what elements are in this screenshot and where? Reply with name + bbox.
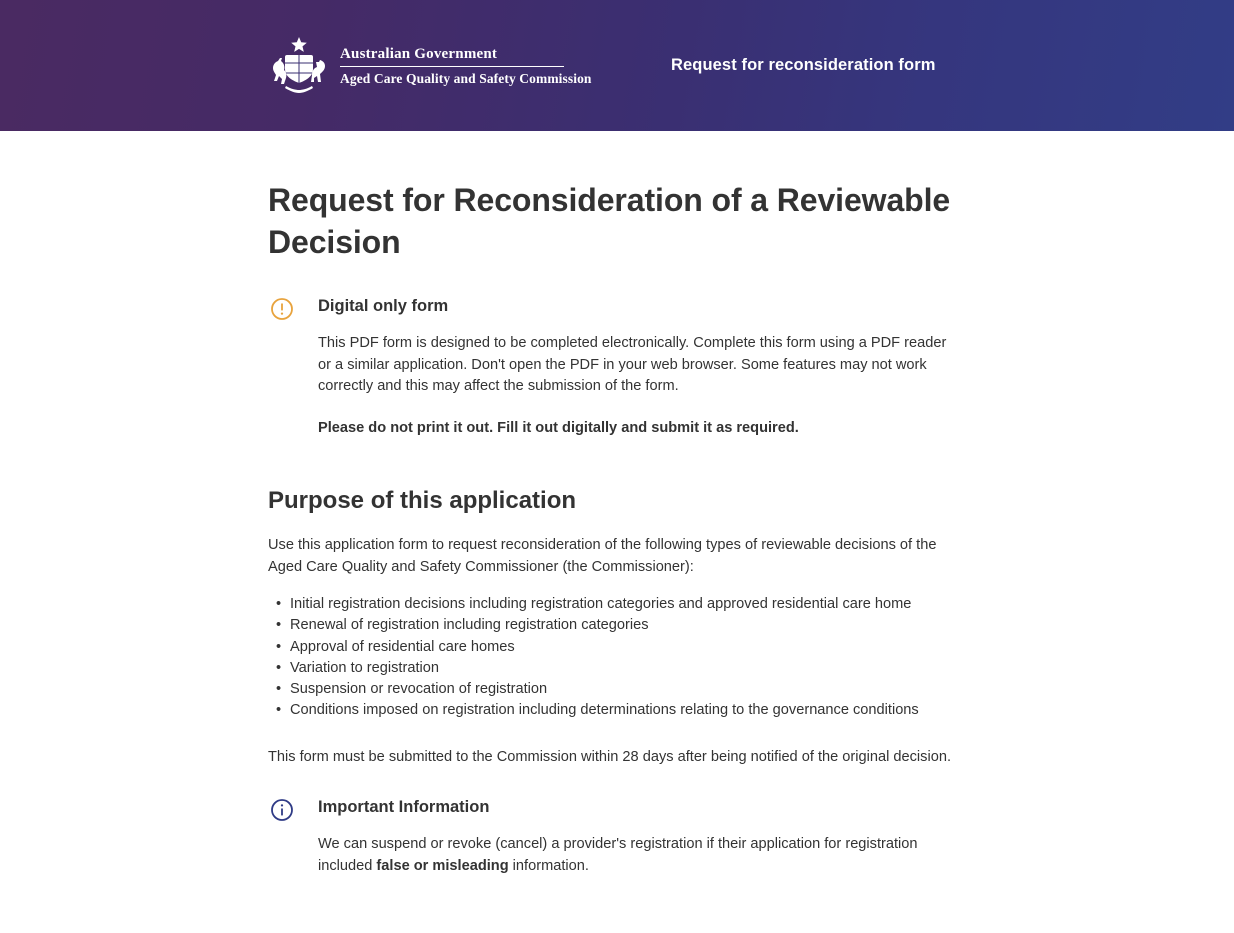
agency-label: Aged Care Quality and Safety Commission xyxy=(340,70,592,86)
submission-deadline-text: This form must be submitted to the Commission within 28 days after being notified of the original decision. xyxy=(268,748,951,765)
important-information-callout xyxy=(268,796,966,877)
form-name-header: Request for reconsideration form xyxy=(671,56,936,74)
purpose-intro: Use this application form to request reconsideration of the following types of reviewable decisions of the Aged Care Quality and Safety Commissioner (the Commissioner): xyxy=(268,537,937,575)
list-item: • Conditions imposed on registration including determinations relating to the governance conditions xyxy=(268,700,966,721)
page-header-banner xyxy=(0,0,1234,131)
important-text-bold: false or misleading xyxy=(376,857,509,874)
page-title: Request for Reconsideration of a Reviewable Decision xyxy=(268,182,951,260)
important-information-body xyxy=(318,834,958,877)
branding-divider xyxy=(340,66,564,67)
list-item: • Initial registration decisions including registration categories and approved residential care home xyxy=(268,594,966,615)
digital-only-heading: Digital only form xyxy=(318,297,449,315)
important-text-after: information. xyxy=(508,857,589,874)
list-item: • Suspension or revocation of registration xyxy=(268,679,966,700)
alert-circle-icon xyxy=(270,297,294,321)
government-branding xyxy=(262,35,592,97)
department-name xyxy=(340,45,592,87)
important-information-heading: Important Information xyxy=(318,798,490,817)
digital-only-body xyxy=(318,333,958,439)
document-body xyxy=(0,131,1234,877)
important-information-text xyxy=(318,834,958,877)
digital-only-paragraph: This PDF form is designed to be completed electronically. Complete this form using a PDF reader or a similar application. Don't open the PDF in your web browser. Some features may not work correctly and this may affect the submission of the form. xyxy=(318,335,947,394)
digital-only-callout xyxy=(268,295,966,439)
australian-coat-of-arms-icon xyxy=(262,35,336,97)
reviewable-decisions-list xyxy=(268,594,966,722)
info-circle-icon xyxy=(270,798,294,822)
important-text-before: We can suspend or revoke (cancel) a provider's registration if their application for registration included xyxy=(318,836,918,874)
list-item: • Renewal of registration including registration categories xyxy=(268,615,966,636)
purpose-heading: Purpose of this application xyxy=(268,487,577,514)
digital-only-note: Please do not print it out. Fill it out digitally and submit it as required. xyxy=(318,419,799,436)
government-label: Australian Government xyxy=(340,45,498,62)
list-item: • Approval of residential care homes xyxy=(268,637,966,658)
list-item: • Variation to registration xyxy=(268,658,966,679)
